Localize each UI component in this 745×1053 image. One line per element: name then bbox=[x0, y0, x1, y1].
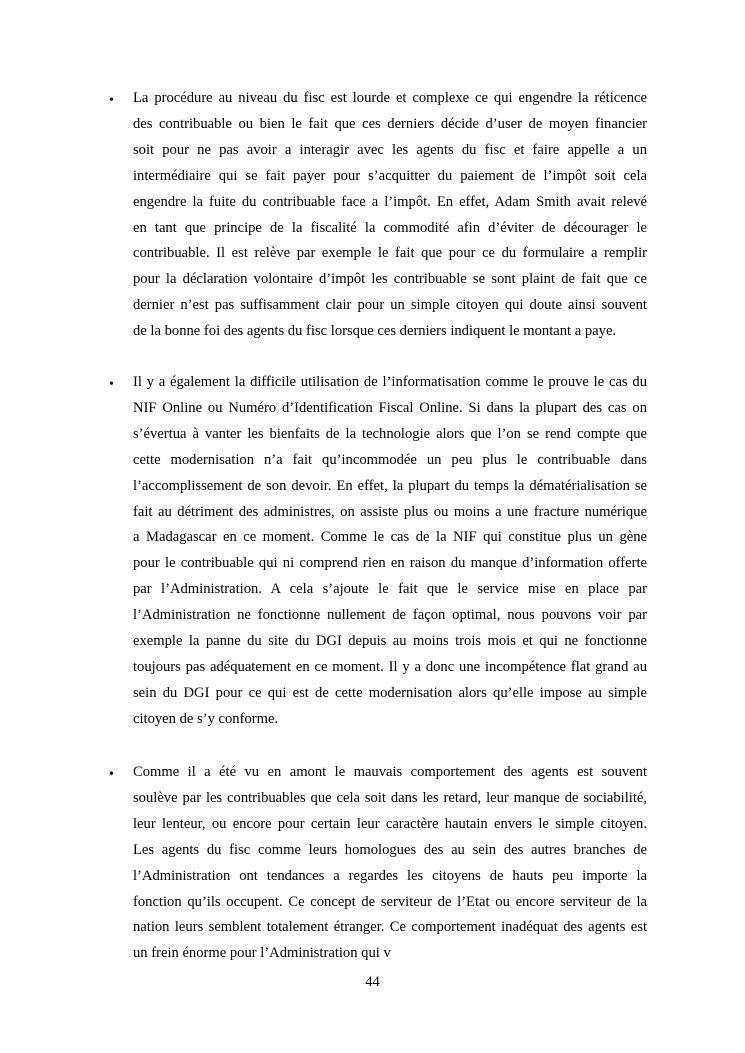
text-line: intermédiaire qui se fait payer pour s’acquitter du paiement de l’impôt soit cela bbox=[133, 167, 647, 184]
page-number: 44 bbox=[365, 974, 380, 990]
bullet-icon: • bbox=[109, 93, 114, 108]
text-line: exemple la panne du site du DGI depuis au moins trois mois et qui ne fonctionne bbox=[133, 633, 647, 650]
text-line: pour la déclaration volontaire d’impôt les contribuable se sont plaint de fait que ce bbox=[133, 271, 647, 288]
text-line: pour le contribuable qui ni comprend rien en raison du manque d’information offerte bbox=[133, 555, 647, 572]
text-line: La procédure au niveau du fisc est lourde et complexe ce qui engendre la réticence bbox=[133, 90, 647, 106]
text-line: l’Administration ont tendances a regardes les citoyens de hauts peu importe la bbox=[133, 867, 647, 884]
text-line: Comme il a été vu en amont le mauvais comportement des agents est souvent bbox=[133, 764, 647, 780]
text-line: engendre la fuite du contribuable face a l’impôt. En effet, Adam Smith avait relevé bbox=[133, 193, 647, 210]
text-line: soit pour ne pas avoir a interagir avec les agents du fisc et faire appelle a un bbox=[133, 141, 647, 158]
text-line: NIF Online ou Numéro d’Identification Fiscal Online. Si dans la plupart des cas on bbox=[133, 399, 647, 416]
text-line: cette modernisation n’a fait qu’incommodée un peu plus le contribuable dans bbox=[133, 451, 647, 468]
bullet-item bbox=[109, 86, 647, 345]
text-line: citoyen de s’y conforme. bbox=[133, 710, 279, 727]
text-line: s’évertua à vanter les bienfaits de la technologie alors que l’on se rend compte que bbox=[133, 425, 647, 442]
text-line: a Madagascar en ce moment. Comme le cas de la NIF qui constitue plus un gène bbox=[133, 529, 647, 546]
text-line: leur lenteur, ou encore pour certain leur caractère hautain envers le simple citoyen. bbox=[133, 815, 647, 832]
text-line: par l’Administration. A cela s’ajoute le fait que le service mise en place par bbox=[133, 581, 647, 598]
text-line: contribuable. Il est relève par exemple le fait que pour ce du formulaire a remplir bbox=[133, 245, 647, 262]
text-line: Les agents du fisc comme leurs homologues des au sein des autres branches de bbox=[133, 841, 647, 858]
text-line: dernier n’est pas suffisamment clair pour un simple citoyen qui doute ainsi souvent bbox=[133, 297, 647, 314]
bullet-icon: • bbox=[109, 767, 114, 782]
text-line: l’Administration ne fonctionne nullement de façon optimal, nous pouvons voir par bbox=[133, 607, 647, 624]
text-line: sein du DGI pour ce qui est de cette modernisation alors qu’elle impose au simple bbox=[133, 684, 647, 701]
paragraph bbox=[133, 760, 647, 967]
bullet-icon: • bbox=[109, 377, 114, 392]
text-line: Il y a également la difficile utilisation de l’informatisation comme le prouve le cas du bbox=[133, 374, 647, 390]
text-line: fait au détriment des administres, on assiste plus ou moins a une fracture numérique bbox=[133, 503, 647, 520]
text-line: toujours pas adéquatement en ce moment. Il y a donc une incompétence flat grand au bbox=[133, 658, 647, 675]
paragraph bbox=[133, 370, 647, 733]
text-line: soulève par les contribuables que cela soit dans les retard, leur manque de sociabilité, bbox=[133, 789, 647, 806]
bullet-item bbox=[109, 370, 647, 733]
text-line: en tant que principe de la fiscalité la commodité afin d’éviter de décourager le bbox=[133, 219, 647, 236]
text-line: des contribuable ou bien le fait que ces derniers décide d’user de moyen financier bbox=[133, 115, 647, 132]
text-line: un frein énorme pour l’Administration qui v bbox=[133, 945, 391, 962]
text-line: nation leurs semblent totalement étranger. Ce comportement inadéquat des agents est bbox=[133, 919, 647, 936]
text-line: fonction qu’ils occupent. Ce concept de serviteur de l’Etat ou encore serviteur de la bbox=[133, 893, 647, 910]
text-line: l’accomplissement de son devoir. En effet, la plupart du temps la dématérialisation se bbox=[133, 477, 647, 494]
text-line: de la bonne foi des agents du fisc lorsque ces derniers indiquent le montant a paye. bbox=[133, 323, 617, 340]
bullet-item bbox=[109, 760, 647, 967]
paragraph bbox=[133, 86, 647, 345]
